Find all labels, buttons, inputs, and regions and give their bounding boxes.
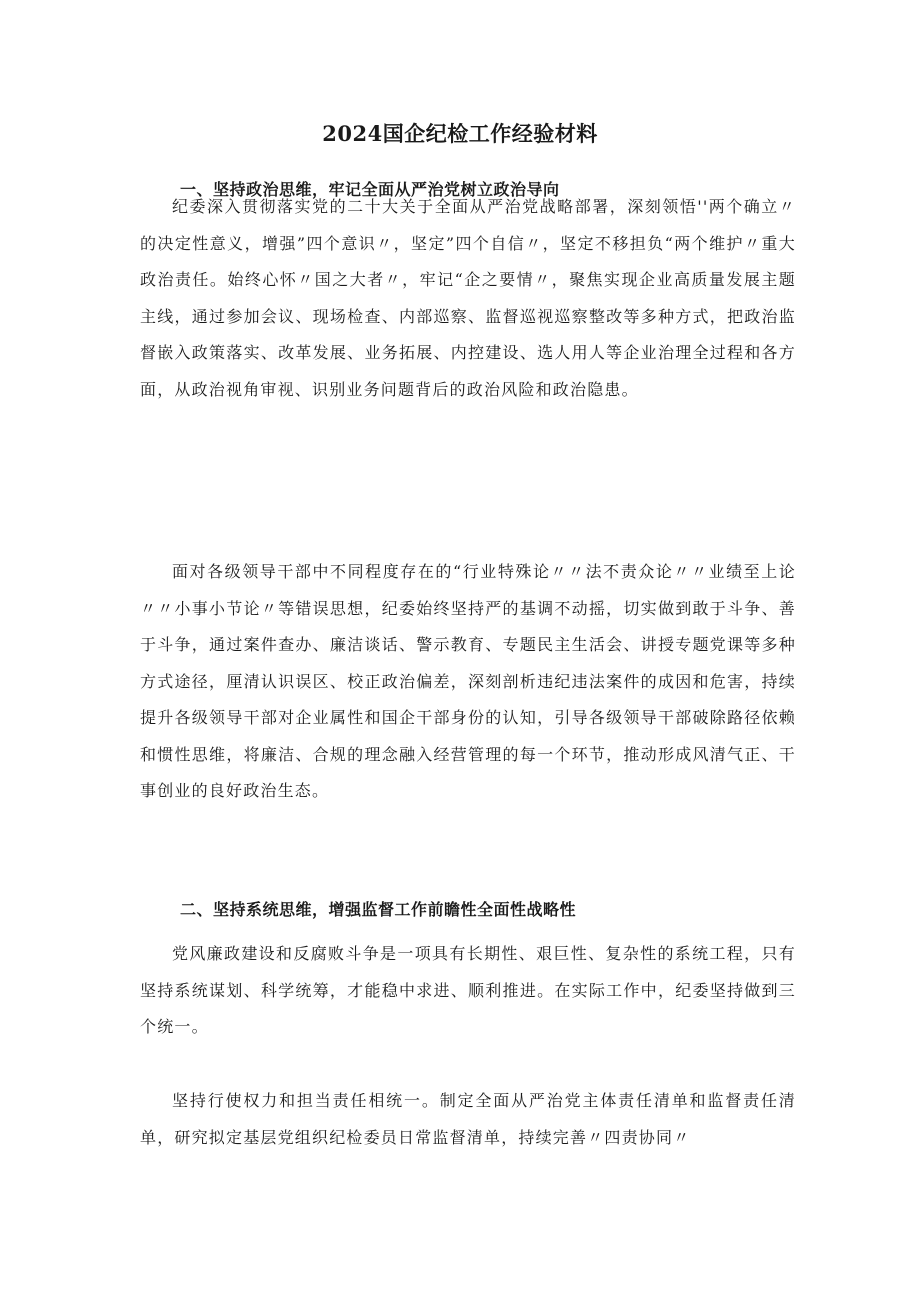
section-1-paragraph-2: 面对各级领导干部中不同程度存在的“行业特殊论〃〃法不责众论〃〃业绩至上论〃〃小事小节论〃等错误思想，纪委始终坚持严的基调不动摇，切实做到敢于斗争、善于斗争，通过案件查办、廉洁谈话、警示教育、专题民主生活会、讲授专题党课等多种方式途径，厘清认识误区、校正政治偏差，深刻剖析违纪违法案件的成因和危害，持续提升各级领导干部对企业属性和国企干部身份的认知，引导各级领导干部破除路径依赖和惯性思维，将廉洁、合规的理念融入经营管理的每一个环节，推动形成风清气正、干事创业的良好政治生态。	[140, 562, 796, 800]
section-2-paragraph-2: 坚持行使权力和担当责任相统一。制定全面从严治党主体责任清单和监督责任清单，研究拟定基层党组织纪检委员日常监督清单，持续完善〃四责协同〃	[140, 1091, 796, 1147]
section-1-paragraph-1: 纪委深入贯彻落实党的二十大关于全面从严治党战略部署，深刻领悟''两个确立〃的决定性意义，增强”四个意识〃，坚定”四个自信〃，坚定不移担负“两个维护〃重大政治责任。始终心怀〃国之大者〃，牢记“企之要情〃，聚焦实现企业高质量发展主题主线，通过参加会议、现场检查、内部巡察、监督巡视巡察整改等多种方式，把政治监督嵌入政策落实、改革发展、业务拓展、内控建设、选人用人等企业治理全过程和各方面，从政治视角审视、识别业务问题背后的政治风险和政治隐患。	[140, 197, 796, 399]
section-2-paragraph-1: 党风廉政建设和反腐败斗争是一项具有长期性、艰巨性、复杂性的系统工程，只有坚持系统谋划、科学统筹，才能稳中求进、顺利推进。在实际工作中，纪委坚持做到三个统一。	[140, 944, 796, 1036]
document-title: 2024国企纪检工作经验材料	[322, 121, 598, 146]
section-heading-2: 二、坚持系统思维，增强监督工作前瞻性全面性战略性	[180, 900, 577, 919]
section-heading-1: 一、坚持政治思维，牢记全面从严治党树立政治导向	[180, 180, 560, 199]
